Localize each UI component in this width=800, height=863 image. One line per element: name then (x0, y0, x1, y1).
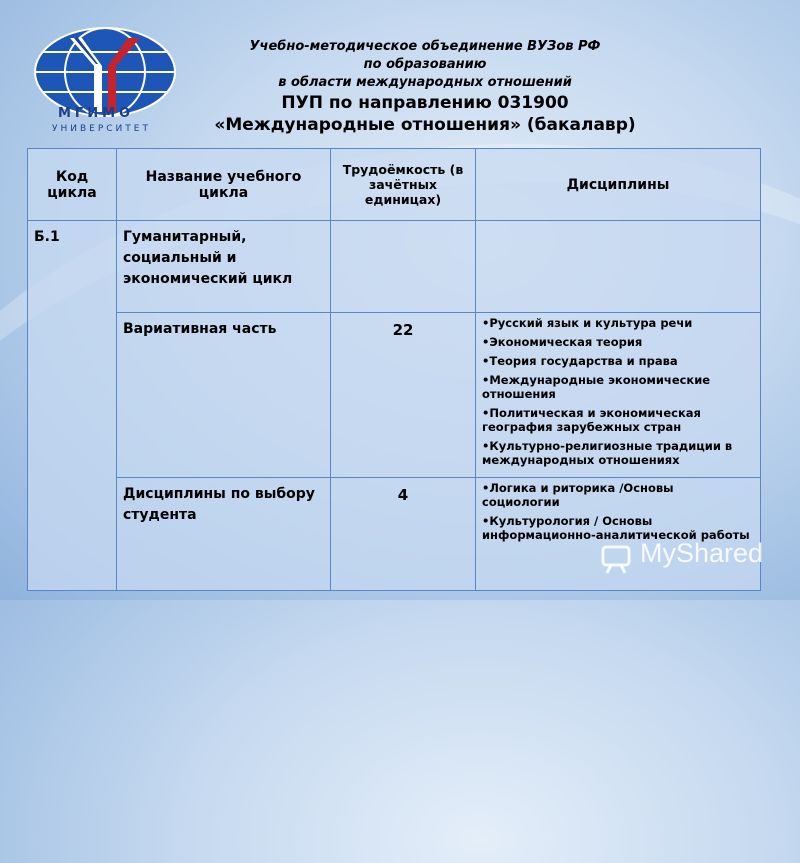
table-row-variable (28, 313, 761, 478)
header-disciplines: Дисциплины (476, 149, 761, 221)
header-line2: по образованию (363, 57, 487, 72)
list-item: •Политическая и экономическая география зарубежных стран (482, 406, 701, 434)
page-title: ПУП по направлению 031900 (281, 93, 569, 113)
cycle-credits-empty (331, 221, 476, 313)
page-subtitle: «Международные отношения» (бакалавр) (214, 115, 636, 135)
list-item: •Международные экономические отношения (482, 373, 711, 401)
logo-name: МГИМО (58, 106, 135, 121)
list-item: •Теория государства и права (482, 354, 678, 368)
variable-part-name: Вариативная часть (117, 313, 331, 478)
table-row-elective (28, 478, 761, 591)
table-row-cycle (28, 221, 761, 313)
mgimo-logo (30, 20, 180, 135)
list-item: •Русский язык и культура речи (482, 316, 693, 330)
logo-subtitle: УНИВЕРСИТЕТ (52, 124, 151, 134)
list-item: •Экономическая теория (482, 335, 643, 349)
header-line3: в области международных отношений (278, 75, 572, 90)
cycle-name: Гуманитарный, социальный и экономический цикл (117, 221, 331, 313)
variable-part-disciplines (476, 313, 761, 478)
cycle-code: Б.1 (28, 221, 117, 591)
table-header-row (28, 149, 761, 221)
elective-name: Дисциплины по выбору студента (117, 478, 331, 591)
cycle-disciplines-empty (476, 221, 761, 313)
header-line1: Учебно-методическое объединение ВУЗов РФ (249, 39, 601, 54)
header-code: Код цикла (28, 149, 117, 221)
list-item: •Культурология / Основы информационно-аналитической работы (482, 514, 750, 542)
header-credits: Трудоёмкость (в зачётных единицах) (331, 149, 476, 221)
variable-part-credits: 22 (331, 313, 476, 478)
page-header (195, 38, 655, 136)
curriculum-table (27, 148, 764, 591)
watermark-icon (597, 537, 635, 575)
watermark-text: MyShared (640, 538, 764, 568)
list-item: •Культурно-религиозные традиции в международных отношениях (482, 439, 733, 467)
list-item: •Логика и риторика /Основы социологии (482, 481, 674, 509)
header-name: Название учебного цикла (117, 149, 331, 221)
elective-credits: 4 (331, 478, 476, 591)
